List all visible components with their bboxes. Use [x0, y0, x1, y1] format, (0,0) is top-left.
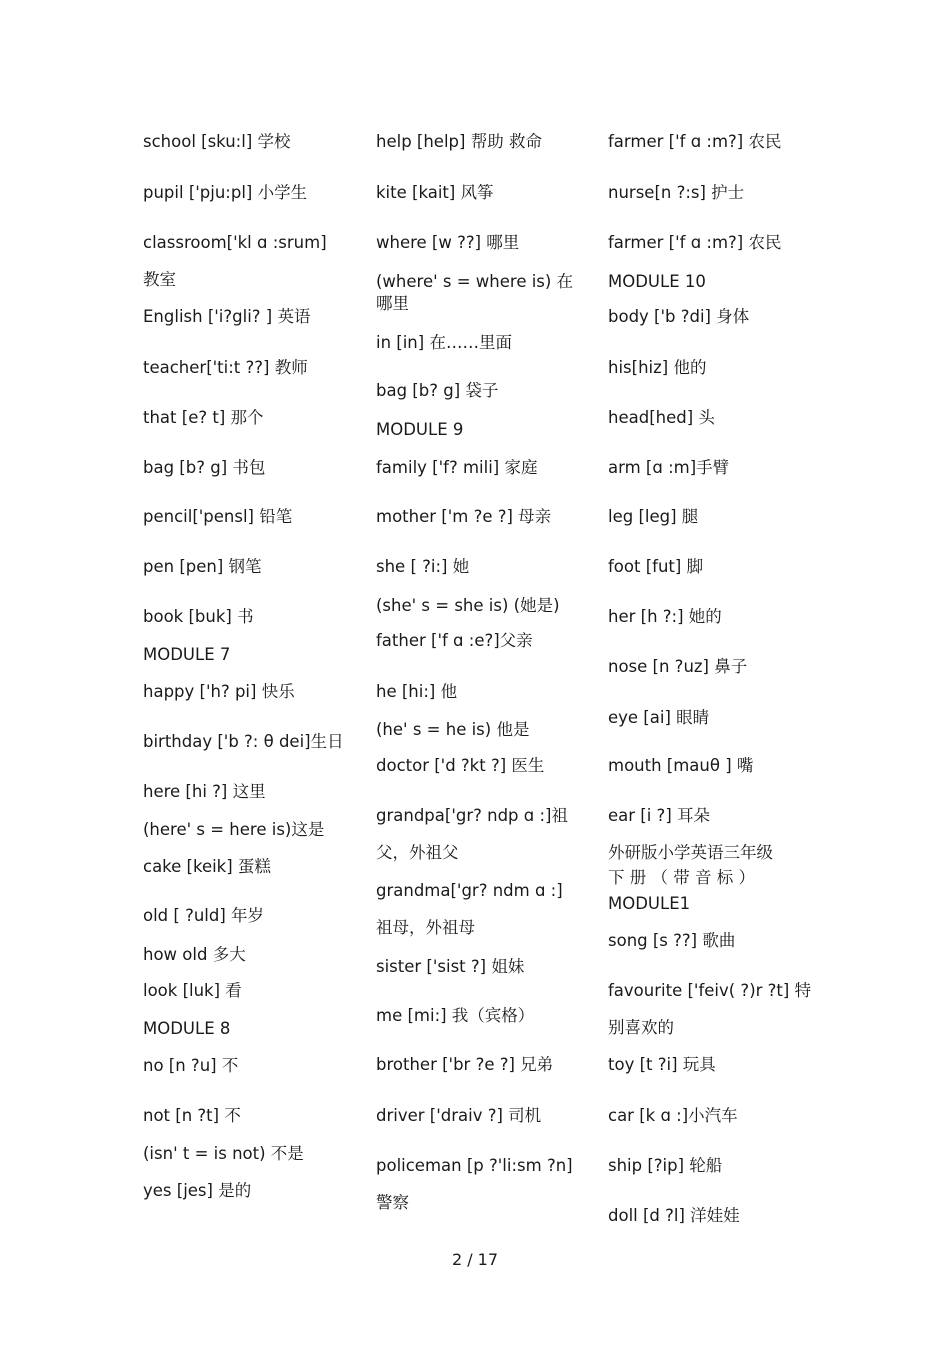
vocab-entry: 别喜欢的 — [608, 1018, 674, 1037]
vocab-entry: eye [ai] 眼睛 — [608, 708, 710, 727]
vocab-entry: birthday ['b ?: θ dei]生日 — [143, 732, 344, 751]
vocab-entry: car [k ɑ :]小汽车 — [608, 1106, 738, 1125]
vocab-entry: (isn' t = is not) 不是 — [143, 1144, 304, 1163]
vocab-entry: he [hi:] 他 — [376, 682, 458, 701]
vocab-entry: father ['f ɑ :e?]父亲 — [376, 631, 533, 650]
vocab-entry: body ['b ?di] 身体 — [608, 307, 750, 326]
vocab-entry: where [w ??] 哪里 — [376, 233, 520, 252]
vocab-entry: book [buk] 书 — [143, 607, 254, 626]
vocab-entry: 外研版小学英语三年级 — [608, 843, 773, 862]
vocab-entry: school [sku:l] 学校 — [143, 132, 291, 151]
vocab-entry: bag [b? g] 袋子 — [376, 381, 499, 400]
vocab-entry: MODULE 8 — [143, 1019, 231, 1038]
vocab-entry: look [luk] 看 — [143, 981, 242, 1000]
vocab-entry: nurse[n ?:s] 护士 — [608, 183, 745, 202]
vocab-entry: me [mi:] 我（宾格） — [376, 1006, 535, 1025]
vocab-entry: doctor ['d ?kt ?] 医生 — [376, 756, 545, 775]
vocab-entry: pupil ['pju:pl] 小学生 — [143, 183, 308, 202]
vocab-entry: song [s ??] 歌曲 — [608, 931, 736, 950]
vocab-entry: 祖母，外祖母 — [376, 918, 475, 937]
vocab-entry: English ['i?gli? ] 英语 — [143, 307, 311, 326]
vocab-entry: 下 册 （ 带 音 标 ） — [608, 868, 755, 887]
vocab-entry: yes [jes] 是的 — [143, 1181, 252, 1200]
vocab-entry: leg [leg] 腿 — [608, 507, 699, 526]
vocab-entry: 父，外祖父 — [376, 843, 459, 862]
page-number: 2 / 17 — [451, 1250, 499, 1269]
vocab-entry: head[hed] 头 — [608, 408, 715, 427]
vocab-entry: 教室 — [143, 270, 176, 289]
vocab-entry: here [hi ?] 这里 — [143, 782, 266, 801]
vocab-entry: her [h ?:] 她的 — [608, 607, 722, 626]
vocab-entry: pencil['pensl] 铅笔 — [143, 507, 293, 526]
vocab-entry: his[hiz] 他的 — [608, 358, 707, 377]
vocab-entry: help [help] 帮助 救命 — [376, 132, 542, 151]
vocab-entry: happy ['h? pi] 快乐 — [143, 682, 295, 701]
vocab-entry: (where' s = where is) 在 — [376, 272, 574, 291]
vocab-entry: brother ['br ?e ?] 兄弟 — [376, 1055, 554, 1074]
vocab-entry: nose [n ?uz] 鼻子 — [608, 657, 748, 676]
vocab-entry: (he' s = he is) 他是 — [376, 720, 530, 739]
vocab-entry: doll [d ?l] 洋娃娃 — [608, 1206, 740, 1225]
vocab-entry: teacher['ti:t ??] 教师 — [143, 358, 308, 377]
vocab-entry: pen [pen] 钢笔 — [143, 557, 262, 576]
vocab-entry: 哪里 — [376, 294, 409, 313]
vocab-entry: foot [fut] 脚 — [608, 557, 704, 576]
vocab-entry: 警察 — [376, 1193, 409, 1212]
vocab-entry: MODULE 9 — [376, 420, 464, 439]
vocab-entry: grandpa['gr? ndp ɑ :]祖 — [376, 806, 568, 825]
vocab-entry: driver ['draiv ?] 司机 — [376, 1106, 542, 1125]
vocab-entry: ear [i ?] 耳朵 — [608, 806, 710, 825]
vocab-entry: old [ ?uld] 年岁 — [143, 906, 265, 925]
vocab-entry: no [n ?u] 不 — [143, 1056, 239, 1075]
vocab-entry: farmer ['f ɑ :m?] 农民 — [608, 132, 782, 151]
vocab-entry: that [e? t] 那个 — [143, 408, 264, 427]
vocab-entry: toy [t ?i] 玩具 — [608, 1055, 716, 1074]
vocab-entry: sister ['sist ?] 姐妹 — [376, 957, 525, 976]
vocab-entry: (here' s = here is)这是 — [143, 820, 325, 839]
vocab-entry: kite [kait] 风筝 — [376, 183, 494, 202]
vocab-entry: arm [ɑ :m]手臂 — [608, 458, 730, 477]
vocab-entry: in [in] 在……里面 — [376, 333, 512, 352]
vocab-entry: favourite ['feiv( ?)r ?t] 特 — [608, 981, 812, 1000]
vocab-entry: policeman [p ?'li:sm ?n] — [376, 1156, 573, 1175]
vocab-entry: MODULE 10 — [608, 272, 706, 291]
vocab-entry: family ['f? mili] 家庭 — [376, 458, 538, 477]
vocab-entry: mouth [mauθ ] 嘴 — [608, 756, 754, 775]
vocab-entry: (she' s = she is) (她是) — [376, 596, 560, 615]
vocab-entry: mother ['m ?e ?] 母亲 — [376, 507, 552, 526]
vocab-entry: ship [?ip] 轮船 — [608, 1156, 723, 1175]
vocab-entry: she [ ?i:] 她 — [376, 557, 470, 576]
vocab-entry: how old 多大 — [143, 945, 246, 964]
vocab-entry: cake [keik] 蛋糕 — [143, 857, 271, 876]
vocab-entry: not [n ?t] 不 — [143, 1106, 241, 1125]
vocab-entry: bag [b? g] 书包 — [143, 458, 266, 477]
vocab-entry: grandma['gr? ndm ɑ :] — [376, 881, 563, 900]
vocab-entry: MODULE 7 — [143, 645, 231, 664]
vocab-entry: farmer ['f ɑ :m?] 农民 — [608, 233, 782, 252]
vocab-entry: classroom['kl ɑ :srum] — [143, 233, 327, 252]
vocab-entry: MODULE1 — [608, 894, 691, 913]
